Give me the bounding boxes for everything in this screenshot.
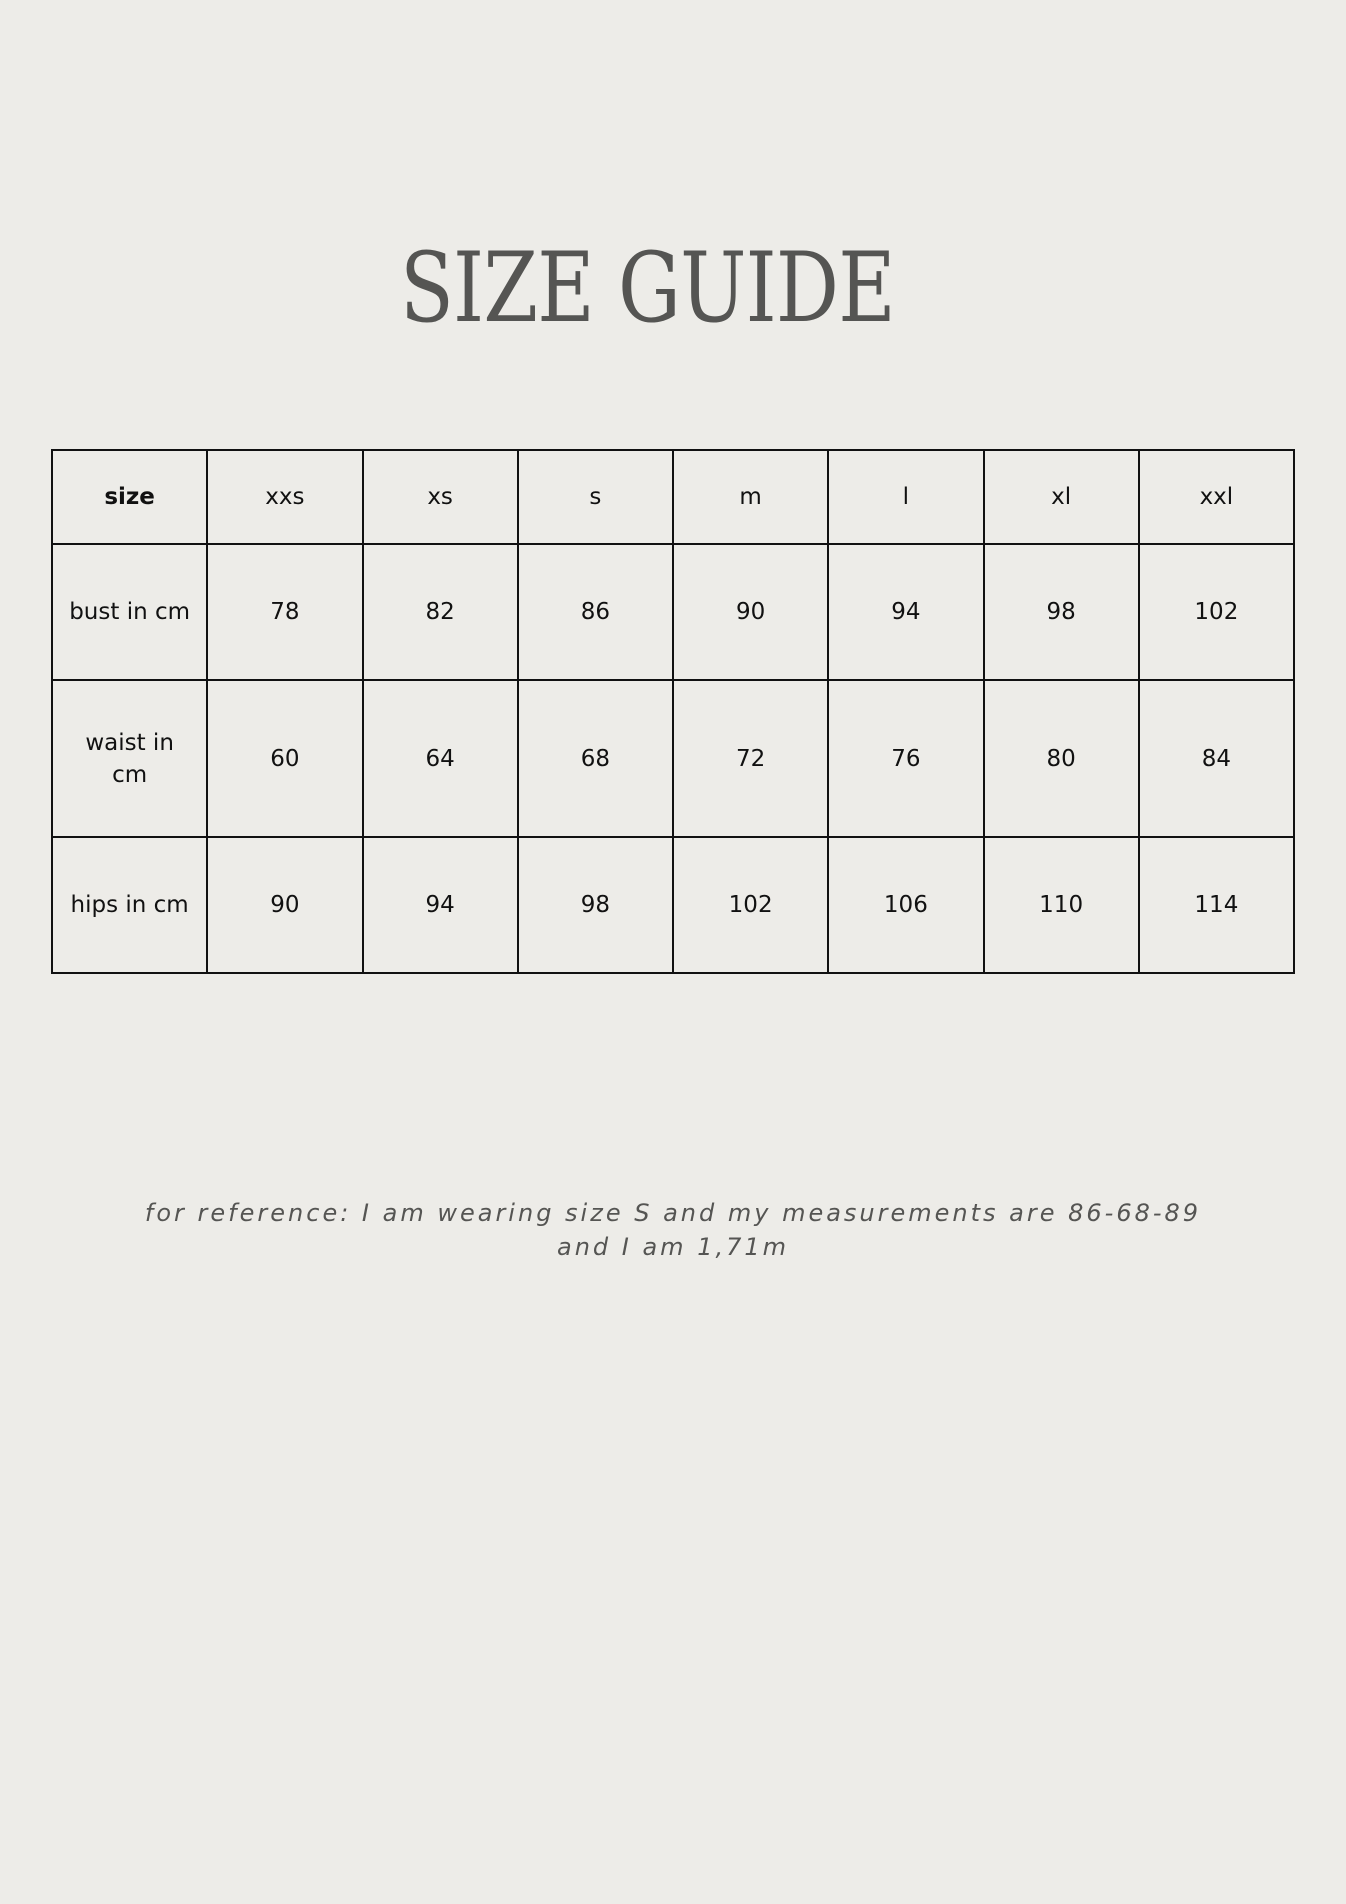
table-cell: 72 <box>673 680 828 837</box>
table-row-bust <box>52 544 1294 680</box>
table-cell: 84 <box>1139 680 1294 837</box>
table-header-row <box>52 450 1294 544</box>
size-table <box>51 449 1295 974</box>
table-cell: 106 <box>828 837 983 973</box>
table-cell: 114 <box>1139 837 1294 973</box>
table-cell: 82 <box>363 544 518 680</box>
table-cell: 98 <box>984 544 1139 680</box>
header-cell-m: m <box>673 450 828 544</box>
table-cell: 60 <box>207 680 362 837</box>
table-row-hips <box>52 837 1294 973</box>
table-cell: 64 <box>363 680 518 837</box>
table-cell: 90 <box>207 837 362 973</box>
header-cell-l: l <box>828 450 983 544</box>
table-cell: 90 <box>673 544 828 680</box>
table-cell: 76 <box>828 680 983 837</box>
header-cell-xs: xs <box>363 450 518 544</box>
table-cell: 86 <box>518 544 673 680</box>
table-cell: 102 <box>1139 544 1294 680</box>
header-cell-s: s <box>518 450 673 544</box>
header-cell-xxl: xxl <box>1139 450 1294 544</box>
table-cell: 94 <box>363 837 518 973</box>
header-cell-size: size <box>52 450 207 544</box>
reference-note: for reference: I am wearing size S and my measurements are 86-68-89 and I am 1,71m <box>144 1199 1202 1261</box>
header-cell-xl: xl <box>984 450 1139 544</box>
header-cell-xxs: xxs <box>207 450 362 544</box>
table-row-waist <box>52 680 1294 837</box>
table-cell: 78 <box>207 544 362 680</box>
page-title: SIZE GUIDE <box>399 232 895 344</box>
table-cell: 68 <box>518 680 673 837</box>
row-label: bust in cm <box>52 544 207 680</box>
table-cell: 80 <box>984 680 1139 837</box>
table-cell: 94 <box>828 544 983 680</box>
row-label: hips in cm <box>52 837 207 973</box>
table-cell: 98 <box>518 837 673 973</box>
row-label: waist in cm <box>52 680 207 837</box>
table-cell: 110 <box>984 837 1139 973</box>
table-cell: 102 <box>673 837 828 973</box>
